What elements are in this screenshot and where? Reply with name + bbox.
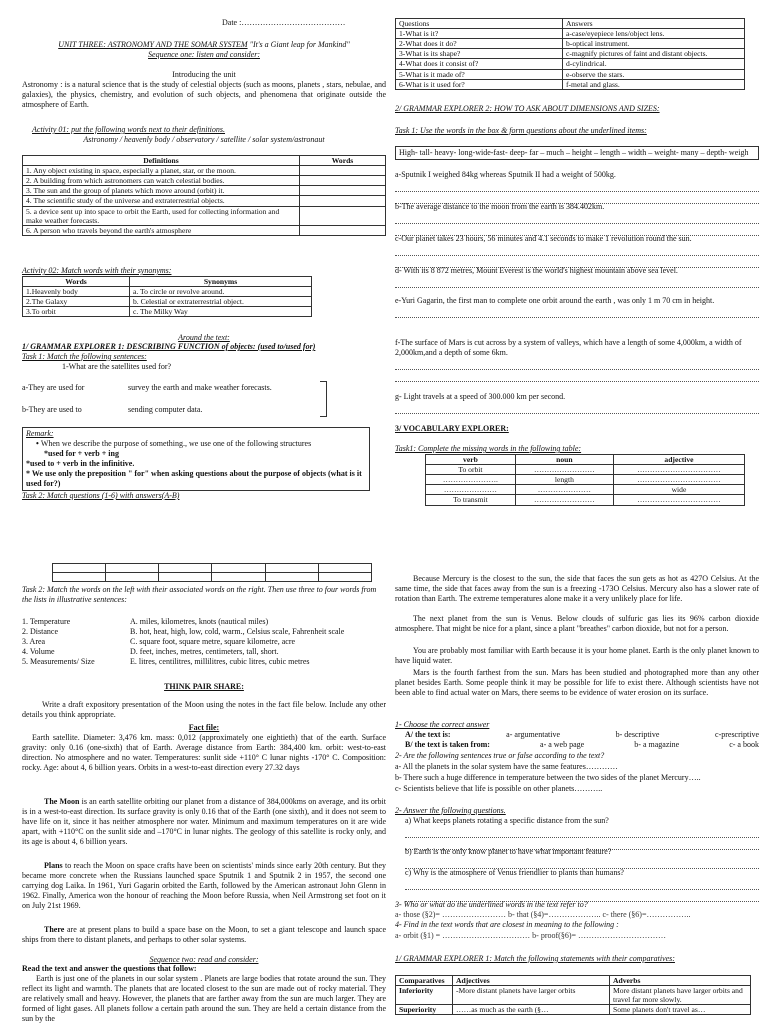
dim-item-a: a-Sputnik I weighed 84kg whereas Sputnik II had a weight of 500kg. xyxy=(395,170,759,204)
list-item: C. square foot, square metre, square kilometre, acre xyxy=(130,637,296,646)
task2a-title: Task 2: Match questions (1-6) with answers(A-B) xyxy=(22,491,180,500)
activity1-words: Astronomy / heavenly body / observatory / satellite / solar system/astronaut xyxy=(83,135,325,144)
answer-line[interactable] xyxy=(405,880,759,890)
answer-line[interactable] xyxy=(395,372,759,382)
remark-box xyxy=(22,427,370,491)
unit-title: UNIT THREE: ASTRONOMY AND THE SOMAR SYSTEM xyxy=(58,40,248,49)
list-item: 1. Temperature xyxy=(22,617,71,626)
list-item: 3. Area xyxy=(22,637,46,646)
think-pair-title: THINK PAIR SHARE: xyxy=(164,682,244,691)
table-row: 2-What does it do? b-optical instrument. xyxy=(396,39,745,49)
intro-text: Astronomy : is a natural science that is the study of celestial objects (such as moons, planets , stars, nebulae, and galaxies), the physics, chemistry, and evolution of such objects, and phenomena that originate outside the atmosphere of Earth. xyxy=(22,80,386,109)
answer-line[interactable] xyxy=(395,404,759,414)
read-text: Earth is just one of the planets in our solar system . Planets are large bodies that rotate around the sun. They reflect its light and warmth. The planets that are located closest to the sun are made out of rocky material. They are relatively small and heavy. However, the planets that are farther away from the sun are much larger. They are formed of light gases. All planets follow a certain path around the sun. They are held a certain distance from the sun by the xyxy=(22,974,386,1023)
q3-b: b) Earth is the only know planet to have what important feature? xyxy=(405,847,759,869)
table-row: Superiority ……as much as the earth (§… Some planets don't travel as… xyxy=(396,1005,751,1015)
q2-b: b- There such a huge difference in temperature between the two sides of the planet Mercury….. xyxy=(395,773,701,782)
think-text: Write a draft expository presentation of the Moon using the notes in the fact file below. Include any other details you think appropriate. xyxy=(22,700,386,719)
grammar3-title: 1/ GRAMMAR EXPLORER 1: Match the following statements with their comparatives: xyxy=(395,954,675,963)
dim-item-b: b-The average distance to the moon from the earth is 384.402km. xyxy=(395,202,759,236)
q1-title: 1- Choose the correct answer xyxy=(395,720,490,729)
table-row[interactable]: To orbit …………………… …………………………… xyxy=(426,465,745,475)
list-item: E. litres, centilitres, millilitres, cubic litres, cubic metres xyxy=(130,657,310,666)
task1-a-left: a-They are used for xyxy=(22,383,85,392)
answer-line[interactable] xyxy=(395,308,759,318)
comparatives-table: Comparatives Adjectives Adverbs Inferiority -More distant planets have larger orbits More distant planets have larger orbits and travel far more slowly. Superiority ……as much as the earth (§… Some planets don't travel as… xyxy=(395,975,751,1015)
table-row: 3-What is its shape? c-magnify pictures of faint and distant objects. xyxy=(396,49,745,59)
remark-line: * We use only the preposition " for" when asking questions about the purpose of objects (what is it used for?) xyxy=(26,469,362,488)
list-item: B. hot, heat, high, low, cold, warm., Celsius scale, Fahrenheit scale xyxy=(130,627,345,636)
moon-paragraph-2: Plans to reach the Moon on space crafts have been on scientists' minds since early 20th century. But they became more concrete when the Russians launched space Sputnik 1 and Sputnik 2 in 1957, the second one carrying dog Laika. In 1961, Yuri Gagarin orbited the Earth, followed by the American astronaut John Glenn in 1962. Finally, America won the honour of reaching the Moon before Russia, when Neil Armstrong set foot on it on July 21st 1969. xyxy=(22,861,386,910)
dim-item-e: e-Yuri Gagarin, the first man to complete one orbit around the earth , was only 1 m 70 cm in height. xyxy=(395,296,759,318)
table-row: 2. A building from which astronomers can watch celestial bodies. xyxy=(23,176,386,186)
answer-line[interactable] xyxy=(395,360,759,370)
task-dims-title: Task 1: Use the words in the box & form questions about the underlined items: xyxy=(395,126,647,135)
q3-a: a) What keeps planets rotating a specific distance from the sun? xyxy=(405,816,759,850)
remark-line: *used to + verb in the infinitive. xyxy=(26,459,135,468)
dim-item-g: g- Light travels at a speed of 300.000 km per second. xyxy=(395,392,759,414)
q4-title: 3- Who or what do the underlined words in the text refer to? xyxy=(395,900,588,909)
moon-paragraph-1: The Moon is an earth satellite orbiting our planet from a distance of 384,000kms on average, and its orbit is in a west-to-east direction. Its surface gravity is only 0.16 that of the Earth (one sixth), and it does not seem to have life on it, since it has neither atmosphere nor water. Minimum and maximum temperatures on it are wide apart, with +110°C on the sunlit side and –170°C in lunar nights. The geology of this satellite is rocky only, and its age is about 4, 6 billion years. xyxy=(22,797,386,846)
task1-b-left: b-They are used to xyxy=(22,405,82,414)
units-list xyxy=(130,617,386,667)
q1-b-line: B/ the text is taken from: a- a web page b- a magazine c- a book xyxy=(405,740,759,749)
fact-text: Earth satellite. Diameter: 3,476 km. mass: 0,012 (approximately one eightieth) that of the earth. Surface gravity: only 0.16 (one-sixth) that of Earth. Average distance from Earth: 384,400 km. orbit: west-to-east direction. No atmosphere and no water. Temperatures: sunlit side +110° C lunar nights -170° C. Composition: rocky. Age: about 4, 6 billion years. Orbits in a west-to-east direction every 27.32 days xyxy=(22,733,386,772)
table-row: 4-What does it consist of? d-cylindrical. xyxy=(396,59,745,69)
unit-quote: "It's a Giant leap for Mankind" xyxy=(249,40,350,49)
table-row: 6. A person who travels beyond the earth's atmosphere xyxy=(23,225,386,235)
remark-title: Remark: xyxy=(26,429,54,438)
table-row: 1.Heavenly body a. To circle or revolve around. xyxy=(23,287,312,297)
table-row: 5-What is it made of? e-observe the stars. xyxy=(396,69,745,79)
q3-c: c) Why is the atmosphere of Venus friendlier to plants than humans? xyxy=(405,868,759,902)
read-text-title: Read the text and answer the questions that follow: xyxy=(22,964,197,973)
table-row: 3. The sun and the group of planets which move around (orbit) it. xyxy=(23,186,386,196)
q5-title: 4- Find in the text words that are closest in meaning to the following : xyxy=(395,920,619,929)
table-row: 3.To orbit c. The Milky Way xyxy=(23,307,312,317)
answer-line[interactable] xyxy=(395,214,759,224)
list-item: A. miles, kilometres, knots (nautical miles) xyxy=(130,617,269,626)
task1-title: Task 1: Match the following sentences: xyxy=(22,352,147,361)
list-item: 5. Measurements/ Size xyxy=(22,657,95,666)
table-row: 5. a device sent up into space to orbit the Earth, used for collecting information and make weather forecasts. xyxy=(23,206,386,225)
vocab-table: verb noun adjective To orbit …………………… …………………………… …………………. length …………………………… ………………… ………………… wide To transmit …………………… …………………………… xyxy=(425,454,745,506)
sequence-one: Sequence one: listen and consider: xyxy=(148,50,260,59)
table-row: 6-What is it used for? f-metal and glass. xyxy=(396,79,745,89)
task2b-title: Task 2: Match the words on the left with their associated words on the right. Then use three to four words from the lists in illustrative sentences: xyxy=(22,585,377,604)
list-item: D. feet, inches, metres, centimeters, tall, short. xyxy=(130,647,279,656)
venus-paragraph: The next planet from the sun is Venus. Below clouds of sulfuric gas lies its 96% carbon dioxide atmosphere. That might be nice for a plant, since a plant "breathes" carbon dioxide, but not for a person. xyxy=(395,614,759,633)
dim-item-c: c-Our planet takes 23 hours, 56 minutes and 4.1 seconds to make 1 revolution round the sun. xyxy=(395,234,759,268)
sequence-two: Sequence two: read and consider: xyxy=(149,955,259,964)
answer-line[interactable] xyxy=(395,182,759,192)
vocab-task: Task1: Complete the missing words in the following table: xyxy=(395,444,582,453)
dim-item-f: f-The surface of Mars is cut across by a system of valleys, which have a length of some 4,000km, a width of 2,000km,and a depth of some 6km. xyxy=(395,338,759,382)
q5-line[interactable]: a- orbit (§1) = …………………………… b- proof(§6)= …………………………… xyxy=(395,931,666,940)
q1-a-line: A/ the text is: a- argumentative b- descriptive c-prescriptive xyxy=(405,730,759,739)
intro-heading: Introducing the unit xyxy=(172,70,236,79)
table-row[interactable]: To transmit …………………… …………………………… xyxy=(426,495,745,505)
synonyms-table: Words Synonyms 1.Heavenly body a. To circle or revolve around. 2.The Galaxy b. Celestial or extraterrestrial object. 3.To orbit c. The Milky Way xyxy=(22,276,312,317)
table-row: 1-What is it? a-case/eyepiece lens/object lens. xyxy=(396,29,745,39)
questions-answers-table: Questions Answers 1-What is it? a-case/eyepiece lens/object lens. 2-What does it do? b-optical instrument. 3-What is its shape? c-magnify pictures of faint and distant objects. 4-What does it consist of? d-cylindrical. 5-What is it made of? e-observe the stars. 6-What is it used for? f-metal and glass. xyxy=(395,18,745,90)
word-cell[interactable] xyxy=(300,225,386,235)
task1-a-right: survey the earth and make weather forecasts. xyxy=(128,383,272,392)
date-line: Date :………………………………… xyxy=(222,18,346,27)
around-text: Around the text: xyxy=(178,333,230,342)
measures-list xyxy=(22,617,122,667)
dim-item-d: d- With its 8 872 metres, Mount Everest is the world's highest mountain above sea level. xyxy=(395,266,759,288)
list-item: 2. Distance xyxy=(22,627,58,636)
table-row[interactable]: …………………. length …………………………… xyxy=(426,475,745,485)
table-row: 4. The scientific study of the universe and extraterrestrial objects. xyxy=(23,196,386,206)
task1-question: 1-What are the satellites used for? xyxy=(62,362,172,371)
word-cell[interactable] xyxy=(300,206,386,225)
activity1-title: Activity 01: put the following words next to their definitions. xyxy=(32,125,226,134)
table-row[interactable]: ………………… ………………… wide xyxy=(426,485,745,495)
q3-title: 2- Answer the following questions. xyxy=(395,806,506,815)
words-box: High- tall- heavy- long-wide-fast- deep- far – much – height – length – width – weight- many – depth- weigh xyxy=(395,146,759,160)
grammar2-title: 2/ GRAMMAR EXPLORER 2: HOW TO ASK ABOUT DIMENSIONS AND SIZES: xyxy=(395,104,660,113)
answer-grid xyxy=(52,563,372,582)
word-cell[interactable] xyxy=(300,196,386,206)
moon-paragraph-3: There are at present plans to build a space base on the Moon, to set a giant telescope and launch space ships from there to distant planets, and perhaps to other solar systems. xyxy=(22,925,386,944)
answer-line[interactable] xyxy=(405,828,759,838)
remark-line: *used for + verb + ing xyxy=(44,449,119,458)
q2-a: a- All the planets in the solar system have the same features………… xyxy=(395,762,618,771)
q4-line[interactable]: a- those (§2)= …………………… b- that (§4)=……………….. c- there (§6)=…………….. xyxy=(395,910,691,919)
remark-line: • When we describe the purpose of something., we use one of the following structures xyxy=(36,439,312,448)
task1-b-right: sending computer data. xyxy=(128,405,203,414)
word-cell[interactable] xyxy=(300,176,386,186)
table-row: 2.The Galaxy b. Celestial or extraterrestrial object. xyxy=(23,297,312,307)
earth-paragraph: You are probably most familiar with Earth because it is your home planet. Earth is the only planet known to have liquid water. xyxy=(395,646,759,665)
mars-paragraph: Mars is the fourth farthest from the sun. Mars has been studied and photographed more than any other planet besides Earth. Some people think it may be possible for life to exist there. Although scientists have not been able to find actual water on Mars, there seems to be evidence of water erosion on its surface. xyxy=(395,668,759,697)
q2-c: c- Scientists believe that life is possible on other planets……….. xyxy=(395,784,603,793)
mercury-paragraph-1: Because Mercury is the closest to the sun, the side that faces the sun gets as hot as 427O Celsius. At the same time, the side that faces away from the sun is a freezing -173O Celsius. Mercury also has a slower rate of rotation than Earth. The extreme temperatures alone make it a very unlikely place for life. xyxy=(395,574,759,603)
list-item: 4. Volume xyxy=(22,647,55,656)
table-row: 1. Any object existing in space, especially a planet, star, or the moon. xyxy=(23,166,386,176)
activity2-title: Activity 02: Match words with their synonyms: xyxy=(22,266,172,275)
word-cell[interactable] xyxy=(300,166,386,176)
fact-file-title: Fact file: xyxy=(188,723,220,732)
unit-title-line xyxy=(22,40,386,50)
answer-line[interactable] xyxy=(395,278,759,288)
vocab-title: 3/ VOCABULARY EXPLORER: xyxy=(395,424,509,433)
match-bracket xyxy=(320,381,327,417)
word-cell[interactable] xyxy=(300,186,386,196)
table-row: Inferiority -More distant planets have larger orbits More distant planets have larger orbits and travel far more slowly. xyxy=(396,986,751,1005)
q2-title: 2- Are the following sentences true or false according to the text? xyxy=(395,751,605,760)
definitions-table: Definitions Words 1. Any object existing in space, especially a planet, star, or the moon. 2. A building from which astronomers can watch celestial bodies. 3. The sun and the group of planets which move around (orbit) it. 4. The scientific study of the universe and extraterrestrial objects. 5. a device sent up into space to orbit the Earth, used for collecting information and make weather forecasts. 6. A person who travels beyond the earth's atmosphere xyxy=(22,155,386,236)
answer-line[interactable] xyxy=(395,246,759,256)
grammar1-title: 1/ GRAMMAR EXPLORER 1: DESCRIBING FUNCTION of objects: (used to/used for) xyxy=(22,342,316,351)
